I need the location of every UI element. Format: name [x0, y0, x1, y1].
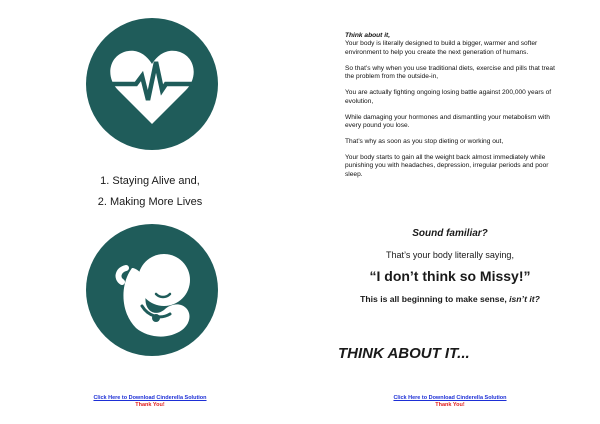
- sound-familiar: Sound familiar?: [412, 228, 488, 239]
- paragraph: Your body is literally designed to build a bigger, warmer and softer environment to help you create the next generation of humans.: [345, 40, 538, 56]
- thank-you-text: Thank You!: [435, 402, 465, 408]
- right-page: [300, 0, 600, 424]
- right-footer: [300, 395, 600, 409]
- missy-quote: “I don’t think so Missy!”: [369, 268, 531, 284]
- heart-pulse-icon: [86, 18, 218, 150]
- think-about-it-heading: THINK ABOUT IT...: [338, 345, 470, 362]
- sense-prefix: This is all beginning to make sense,: [360, 294, 510, 304]
- paragraph: So that’s why when you use traditional diets, exercise and pills that treat the problem from the outside-in,: [345, 64, 555, 81]
- sense-line: [300, 294, 600, 304]
- fetus-icon: [86, 224, 218, 356]
- sense-suffix: isn’t it?: [509, 294, 540, 304]
- paragraph: That’s why as soon as you stop dieting or working out,: [345, 138, 504, 146]
- paragraph: You are actually fighting ongoing losing battle against 200,000 years of evolution,: [345, 89, 552, 105]
- point-staying-alive: 1. Staying Alive and,: [100, 175, 200, 187]
- left-footer: [0, 395, 300, 409]
- point-making-lives: 2. Making More Lives: [97, 196, 203, 208]
- download-link[interactable]: Click Here to Download Cinderella Solution: [93, 395, 207, 401]
- thank-you-text: Thank You!: [135, 402, 165, 408]
- body-text: [345, 32, 560, 187]
- body-saying: That’s your body literally saying,: [386, 250, 514, 260]
- lead-text: Think about it,: [345, 32, 391, 39]
- paragraph: While damaging your hormones and dismantling your metabolism with every pound you lose.: [345, 113, 550, 130]
- paragraph: Your body starts to gain all the weight back almost immediately while punishing you with headaches, depression, irregular periods and poor sleep.: [345, 154, 549, 178]
- download-link[interactable]: Click Here to Download Cinderella Solution: [393, 395, 507, 401]
